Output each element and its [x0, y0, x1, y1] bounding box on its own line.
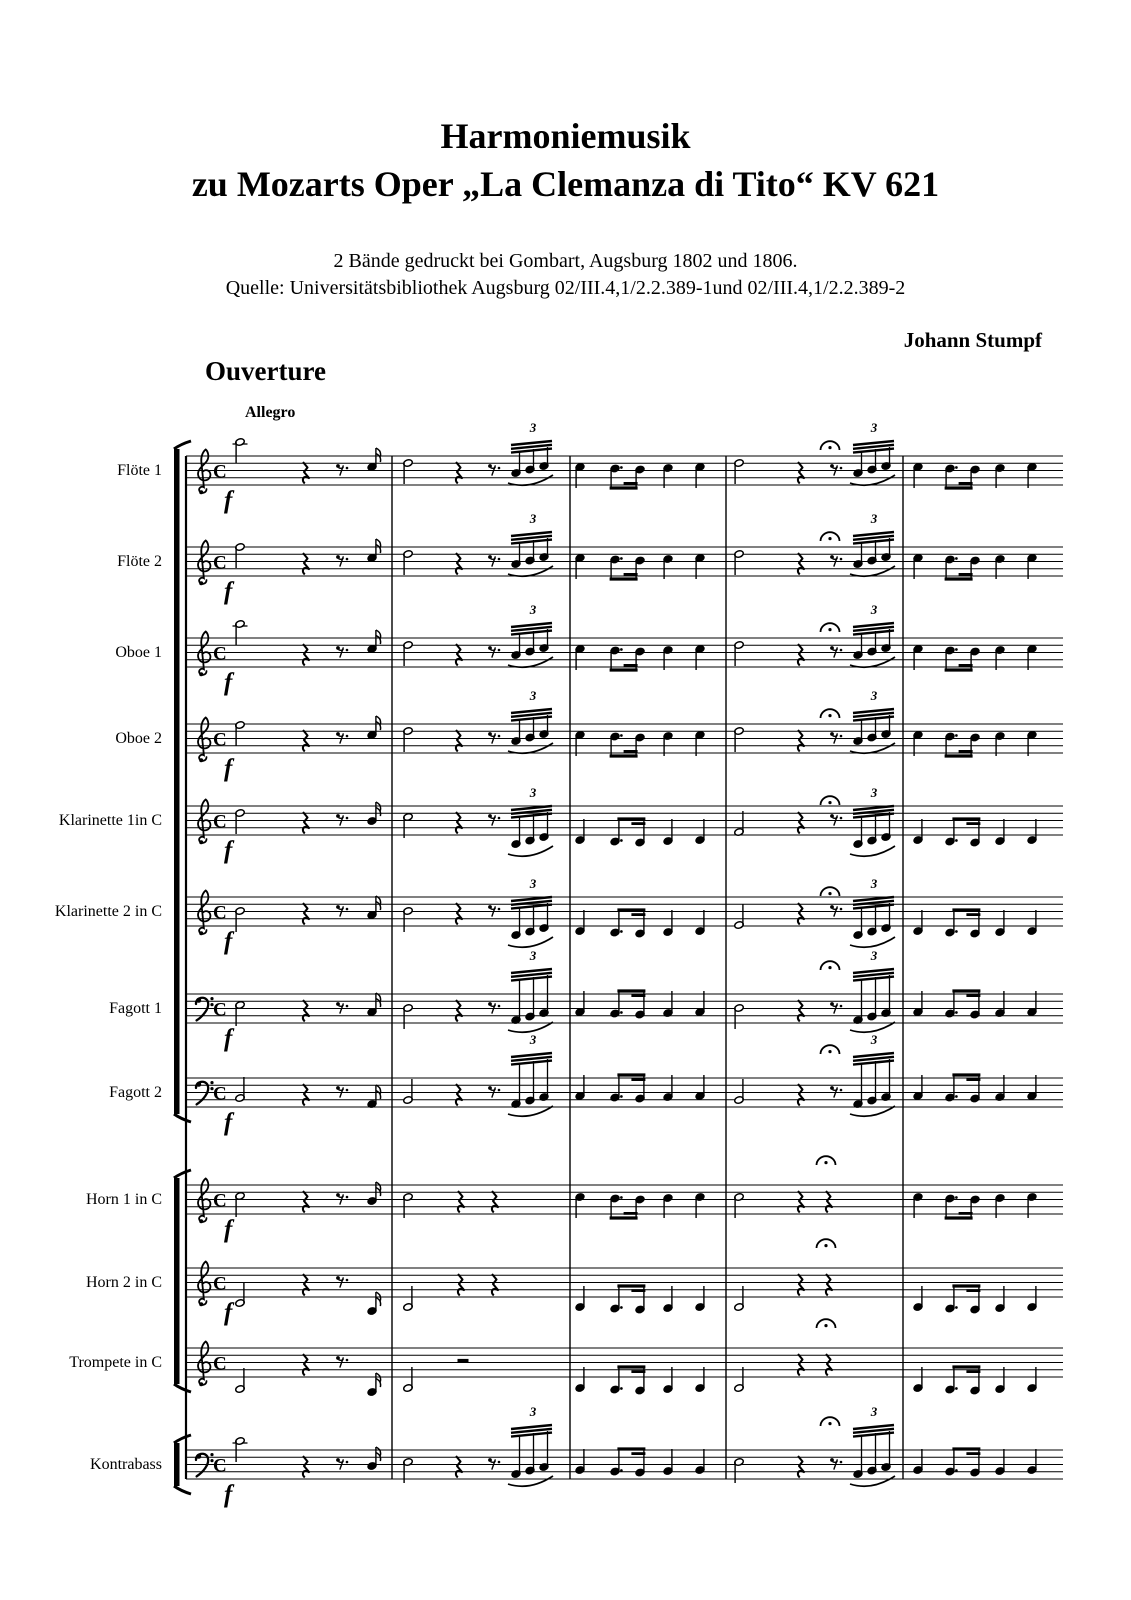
triplet-number: 3	[529, 420, 537, 435]
staff-oboe-1	[186, 602, 1063, 696]
instrument-label-fl-te-1: Flöte 1	[117, 461, 162, 479]
triplet-number: 3	[529, 688, 537, 703]
time-signature: C	[213, 999, 227, 1021]
triplet-number: 3	[870, 688, 878, 703]
dynamic-marking: f	[224, 1481, 233, 1508]
subtitle-line1: 2 Bände gedruckt bei Gombart, Augsburg 1802 und 1806.	[333, 250, 798, 272]
triplet-number: 3	[870, 420, 878, 435]
time-signature: C	[213, 1083, 227, 1105]
staff-trompete-in-c	[186, 1319, 1063, 1396]
time-signature: C	[213, 552, 227, 574]
staff-fagott-1	[186, 948, 1063, 1052]
staff-oboe-2	[186, 688, 1063, 782]
triplet-number: 3	[529, 948, 537, 963]
tempo-marking: Allegro	[245, 404, 296, 421]
dynamic-marking: f	[224, 837, 233, 864]
staff-horn-2-in-c	[186, 1239, 1063, 1326]
instrument-label-klarinette-2-in-c: Klarinette 2 in C	[54, 902, 162, 920]
triplet-number: 3	[529, 785, 537, 800]
dynamic-marking: f	[224, 669, 233, 696]
triplet-number: 3	[870, 785, 878, 800]
triplet-number: 3	[870, 1404, 878, 1419]
instrument-label-horn-2-in-c: Horn 2 in C	[86, 1273, 162, 1291]
time-signature: C	[213, 902, 227, 924]
time-signature: C	[213, 1455, 227, 1477]
staff-kontrabass	[186, 1404, 1063, 1508]
instrument-label-klarinette-1in-c: Klarinette 1in C	[58, 811, 162, 829]
page-title-line2: zu Mozarts Oper „La Clemanza di Tito“ KV 621	[191, 164, 940, 204]
time-signature: C	[213, 643, 227, 665]
movement-title: Ouverture	[205, 356, 326, 386]
dynamic-marking: f	[224, 755, 233, 782]
staff-horn-1-in-c	[186, 1156, 1063, 1243]
time-signature: C	[213, 1353, 227, 1375]
triplet-number: 3	[870, 948, 878, 963]
bracket-woodwinds	[174, 441, 191, 1122]
dynamic-marking: f	[224, 1216, 233, 1243]
instrument-label-fagott-2: Fagott 2	[109, 1083, 162, 1101]
staff-fagott-2	[186, 1032, 1063, 1136]
instrument-label-fagott-1: Fagott 1	[109, 999, 162, 1017]
triplet-number: 3	[529, 876, 537, 891]
staff-klarinette-2-in-c	[186, 876, 1063, 955]
instrument-label-trompete-in-c: Trompete in C	[69, 1353, 162, 1371]
triplet-number: 3	[529, 511, 537, 526]
triplet-number: 3	[870, 602, 878, 617]
triplet-number: 3	[529, 602, 537, 617]
page-title-line1: Harmoniemusik	[440, 116, 691, 156]
triplet-number: 3	[529, 1032, 537, 1047]
time-signature: C	[213, 1190, 227, 1212]
subtitle-line2: Quelle: Universitätsbibliothek Augsburg 02/III.4,1/2.2.389-1und 02/III.4,1/2.2.389-2	[225, 277, 906, 299]
dynamic-marking: f	[224, 578, 233, 605]
triplet-number: 3	[870, 1032, 878, 1047]
instrument-label-oboe-2: Oboe 2	[115, 729, 162, 747]
composer-name: Johann Stumpf	[903, 328, 1042, 352]
time-signature: C	[213, 811, 227, 833]
instrument-label-kontrabass: Kontrabass	[90, 1455, 162, 1473]
triplet-number: 3	[870, 511, 878, 526]
time-signature: C	[213, 461, 227, 483]
staff-fl-te-1	[186, 420, 1063, 514]
instrument-label-oboe-1: Oboe 1	[115, 643, 162, 661]
bracket-brass	[174, 1170, 191, 1392]
instrument-label-horn-1-in-c: Horn 1 in C	[86, 1190, 162, 1208]
triplet-number: 3	[870, 876, 878, 891]
time-signature: C	[213, 1273, 227, 1295]
staff-fl-te-2	[186, 511, 1063, 605]
dynamic-marking: f	[224, 1109, 233, 1136]
instrument-label-fl-te-2: Flöte 2	[117, 552, 162, 570]
dynamic-marking: f	[224, 928, 233, 955]
triplet-number: 3	[529, 1404, 537, 1419]
dynamic-marking: f	[224, 1299, 233, 1326]
staff-klarinette-1in-c	[186, 785, 1063, 864]
dynamic-marking: f	[224, 487, 233, 514]
time-signature: C	[213, 729, 227, 751]
dynamic-marking: f	[224, 1025, 233, 1052]
